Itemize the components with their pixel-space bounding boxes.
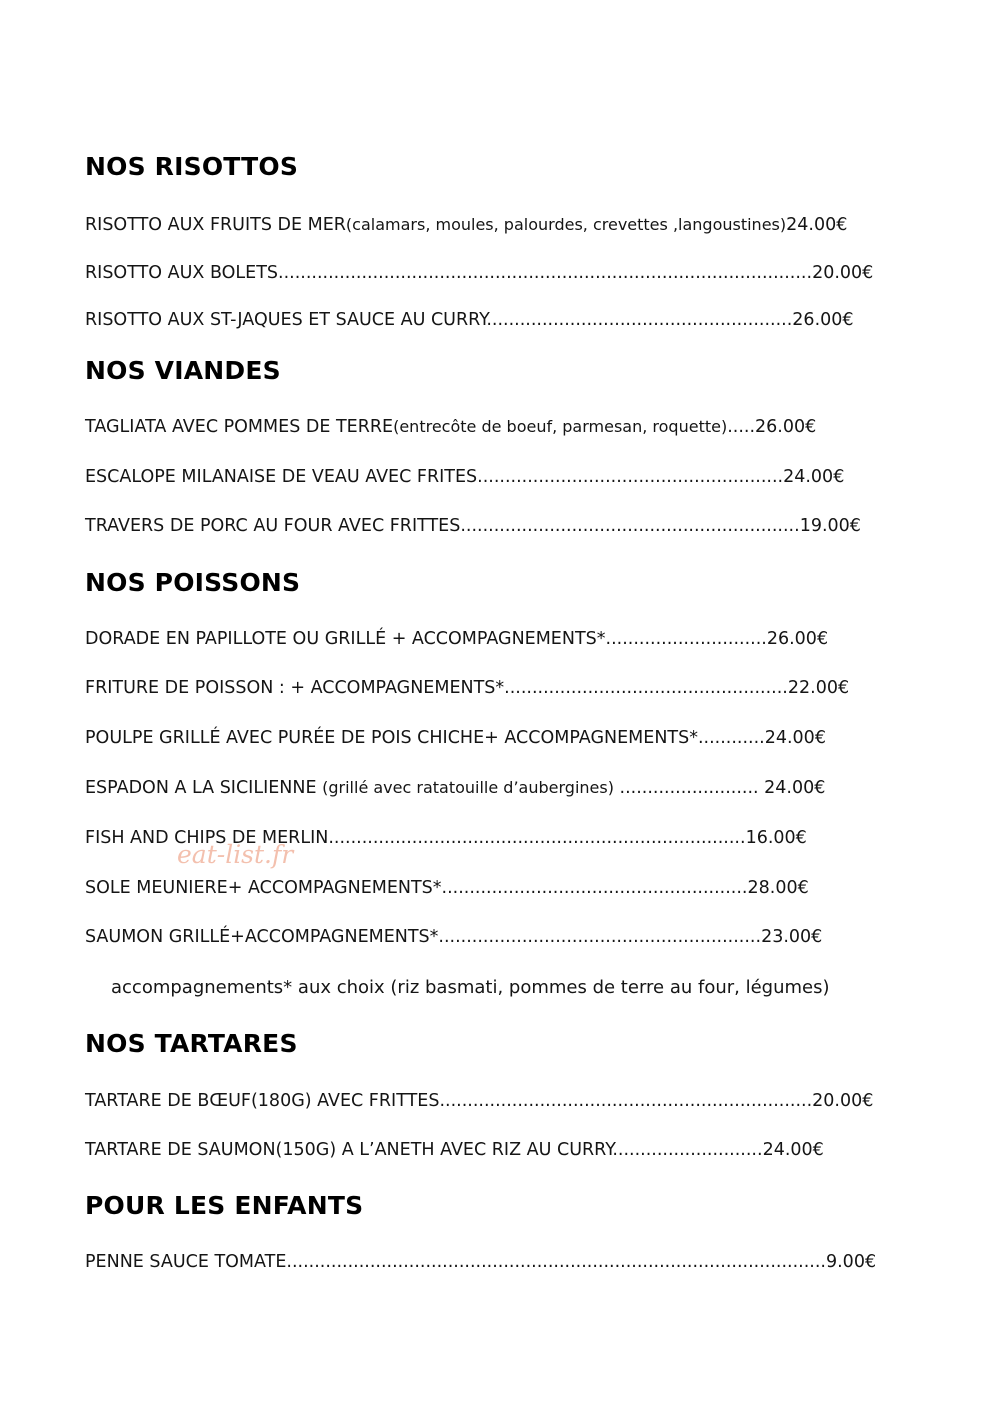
item-leader-dots: .......................................................: [441, 878, 748, 898]
menu-item: [85, 308, 854, 332]
section-title-poissons: NOS POISSONS: [85, 568, 301, 597]
section-title-enfants: POUR LES ENFANTS: [85, 1191, 364, 1220]
item-price: 26.00€: [755, 417, 817, 437]
item-price: 19.00€: [799, 516, 861, 536]
item-leader-dots: ................................................................................................: [278, 263, 813, 283]
item-name: TARTARE DE BŒUF(180G) AVEC FRITTES: [85, 1091, 440, 1111]
item-name: POULPE GRILLÉ AVEC PURÉE DE POIS CHICHE+ ACCOMPAGNEMENTS*: [85, 728, 698, 748]
item-price: 26.00€: [766, 629, 829, 649]
section-title-viandes: NOS VIANDES: [85, 356, 281, 385]
menu-item: [85, 925, 822, 949]
section-title-risottos: NOS RISOTTOS: [85, 152, 299, 181]
item-leader-dots: .................................................................................................: [286, 1252, 826, 1272]
menu-item: [85, 1089, 873, 1113]
menu-item: [85, 261, 873, 285]
item-name: TRAVERS DE PORC AU FOUR AVEC FRITTES: [85, 516, 461, 536]
item-leader-dots: .......................................................: [477, 467, 784, 487]
item-name: RISOTTO AUX BOLETS: [85, 263, 279, 283]
menu-item: [85, 726, 826, 750]
item-price: 26.00€: [792, 310, 854, 330]
item-leader-dots: ...................................................................: [439, 1091, 813, 1111]
item-price: 20.00€: [812, 263, 874, 283]
item-name: RISOTTO AUX FRUITS DE MER: [85, 215, 346, 235]
item-leader-dots: .............................: [605, 629, 767, 649]
item-price: 20.00€: [812, 1091, 874, 1111]
menu-item: [85, 465, 844, 489]
item-description: (calamars, moules, palourdes, crevettes ,langoustines): [345, 215, 787, 234]
item-leader-dots: ..........................................................: [438, 927, 762, 947]
item-leader-dots: .....: [727, 417, 756, 437]
item-price: 24.00€: [764, 728, 826, 748]
item-name: TAGLIATA AVEC POMMES DE TERRE: [85, 417, 394, 437]
menu-item: [85, 876, 809, 900]
item-price: 22.00€: [787, 678, 850, 698]
item-description: (grillé avec ratatouille d’aubergines): [322, 778, 614, 797]
item-price: 9.00€: [825, 1252, 877, 1272]
section-title-tartares: NOS TARTARES: [85, 1029, 298, 1058]
menu-item: [85, 1250, 876, 1274]
menu-item: [85, 415, 816, 439]
item-price: 23.00€: [761, 927, 823, 947]
item-name: ESCALOPE MILANAISE DE VEAU AVEC FRITES: [85, 467, 478, 487]
item-leader-dots: .......................................................: [486, 310, 793, 330]
item-price: 24.00€: [762, 1140, 824, 1160]
item-name: SAUMON GRILLÉ+ACCOMPAGNEMENTS*: [85, 927, 439, 947]
item-leader-dots: ...........................: [612, 1140, 763, 1160]
item-name: FISH AND CHIPS DE MERLIN: [85, 828, 329, 848]
menu-item: [85, 1138, 824, 1162]
item-price: 24.00€: [764, 778, 826, 798]
menu-item: [85, 776, 825, 800]
accompaniments-note: accompagnements* aux choix (riz basmati, pommes de terre au four, légumes): [111, 977, 830, 998]
item-name: FRITURE DE POISSON : + ACCOMPAGNEMENTS*: [85, 678, 505, 698]
item-price: 24.00€: [783, 467, 845, 487]
menu-item: [85, 627, 828, 651]
item-name: SOLE MEUNIERE+ ACCOMPAGNEMENTS*: [85, 878, 442, 898]
item-leader-dots: .............................................................: [460, 516, 800, 536]
item-price: 28.00€: [747, 878, 809, 898]
item-name: TARTARE DE SAUMON(150G) A L’ANETH AVEC RIZ AU CURRY: [85, 1140, 613, 1160]
item-leader-dots: ...................................................: [504, 678, 788, 698]
item-leader-dots: ...........................................................................: [328, 828, 746, 848]
item-name: RISOTTO AUX ST-JAQUES ET SAUCE AU CURRY: [85, 310, 487, 330]
menu-item: [85, 213, 847, 237]
item-description: (entrecôte de boeuf, parmesan, roquette): [393, 417, 728, 436]
item-name: DORADE EN PAPILLOTE OU GRILLÉ + ACCOMPAGNEMENTS*: [85, 629, 606, 649]
item-leader-dots: ............: [697, 728, 765, 748]
item-name: PENNE SAUCE TOMATE: [85, 1252, 287, 1272]
item-name: ESPADON A LA SICILIENNE: [85, 778, 323, 798]
item-leader-dots: .........................: [613, 778, 765, 798]
menu-item: [85, 676, 849, 700]
menu-item: [85, 514, 861, 538]
item-price: 24.00€: [786, 215, 848, 235]
item-price: 16.00€: [745, 828, 807, 848]
watermark-logo: eat-list.fr: [177, 840, 294, 869]
